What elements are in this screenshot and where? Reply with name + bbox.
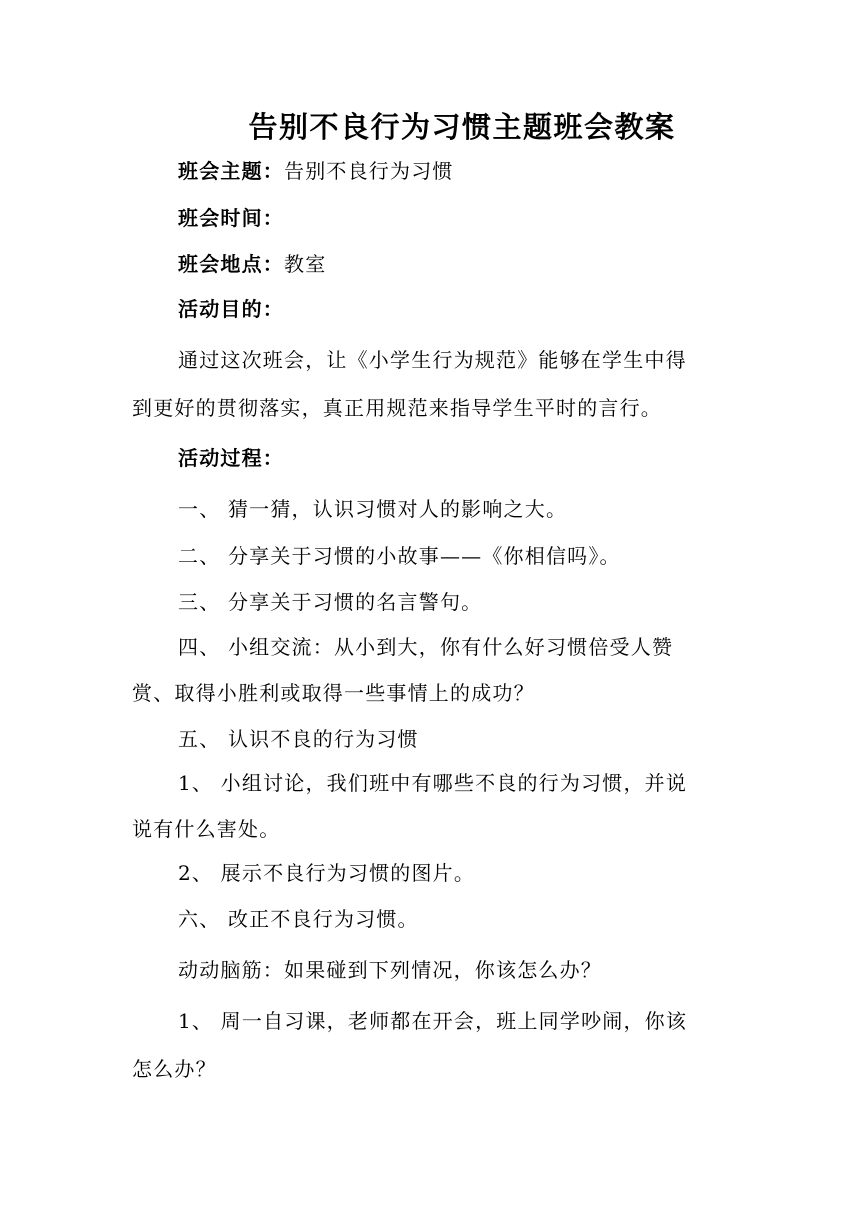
step-5: 五、 认识不良的行为习惯	[178, 727, 419, 751]
goal-line-1: 通过这次班会，让《小学生行为规范》能够在学生中得	[178, 348, 687, 372]
theme-value: 告别不良行为习惯	[284, 159, 454, 183]
goal-label: 活动目的：	[178, 297, 284, 321]
step-5-1-line-1: 1、 小组讨论，我们班中有哪些不良的行为习惯，并说	[178, 771, 688, 795]
process-label: 活动过程：	[178, 446, 284, 470]
place-label: 班会地点：	[178, 252, 284, 276]
step-5-1-line-2: 说有什么害处。	[132, 817, 281, 841]
step-6: 六、 改正不良行为习惯。	[178, 907, 419, 931]
place-row	[178, 251, 326, 277]
document-title: 告别不良行为习惯主题班会教案	[248, 110, 676, 144]
step-3: 三、 分享关于习惯的名言警句。	[178, 590, 483, 614]
step-1: 一、 猜一猜，认识习惯对人的影响之大。	[178, 497, 568, 521]
place-value: 教室	[284, 252, 327, 276]
goal-line-2: 到更好的贯彻落实，真正用规范来指导学生平时的言行。	[132, 396, 662, 420]
step-4-line-2: 赏、取得小胜利或取得一些事情上的成功？	[132, 681, 535, 705]
case-1-line-2: 怎么办？	[132, 1057, 217, 1081]
time-label: 班会时间：	[178, 206, 284, 230]
step-4-line-1: 四、 小组交流：从小到大，你有什么好习惯倍受人赞	[178, 635, 674, 659]
case-1-line-1: 1、 周一自习课，老师都在开会，班上同学吵闹，你该	[178, 1009, 688, 1033]
step-2: 二、 分享关于习惯的小故事——《你相信吗》。	[178, 544, 621, 568]
time-row	[178, 205, 284, 231]
theme-row	[178, 158, 454, 184]
brain-teaser: 动动脑筋：如果碰到下列情况，你该怎么办？	[178, 958, 602, 982]
theme-label: 班会主题：	[178, 159, 284, 183]
step-5-2: 2、 展示不良行为习惯的图片。	[178, 861, 476, 885]
